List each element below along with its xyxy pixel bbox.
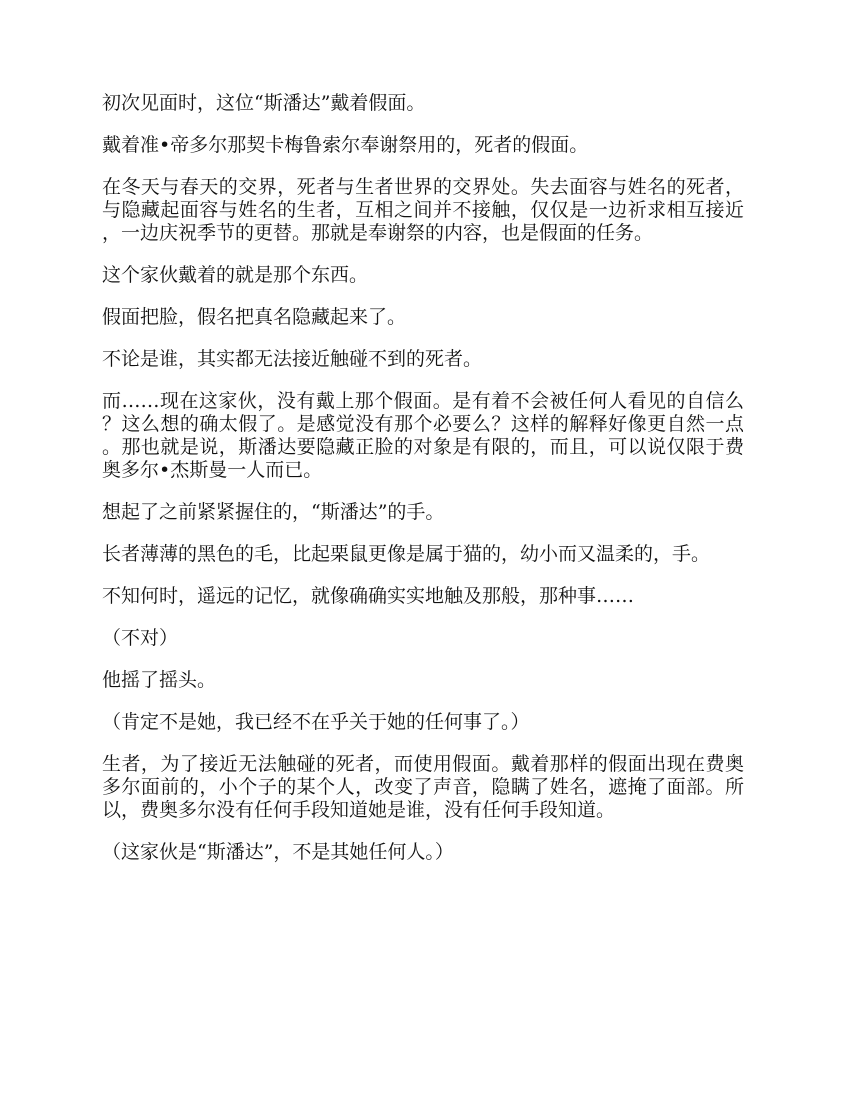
paragraph: 这个家伙戴着的就是那个东西。 xyxy=(102,264,369,286)
paragraph: 想起了之前紧紧握住的，“斯潘达”的手。 xyxy=(102,501,445,523)
paragraph: 不知何时，遥远的记忆，就像确确实实地触及那般，那种事…… xyxy=(102,585,635,607)
paragraph: 戴着准•帝多尔那契卡梅鲁索尔奉谢祭用的，死者的假面。 xyxy=(102,134,589,156)
paragraph: 不论是谁，其实都无法接近触碰不到的死者。 xyxy=(102,348,483,370)
paragraph: （不对） xyxy=(102,627,179,649)
paragraph: 初次见面时，这位“斯潘达”戴着假面。 xyxy=(102,92,426,114)
paragraph: 他摇了摇头。 xyxy=(102,669,217,691)
paragraph: 在冬天与春天的交界，死者与生者世界的交界处。失去面容与姓名的死者，与隐藏起面容与姓名的生者，互相之间并不接触，仅仅是一边祈求相互接近，一边庆祝季节的更替。那就是奉谢祭的内容，也是假面的任务。 xyxy=(102,176,744,244)
paragraph: 长者薄薄的黑色的毛，比起栗鼠更像是属于猫的，幼小而又温柔的，手。 xyxy=(102,543,711,565)
paragraph: 生者，为了接近无法触碰的死者，而使用假面。戴着那样的假面出现在费奥多尔面前的，小个子的某个人，改变了声音，隐瞒了姓名，遮掩了面部。所以，费奥多尔没有任何手段知道她是谁，没有任何手段知道。 xyxy=(102,753,744,821)
paragraph: 而……现在这家伙，没有戴上那个假面。是有着不会被任何人看见的自信么？这么想的确太假了。是感觉没有那个必要么？这样的解释好像更自然一点。那也就是说，斯潘达要隐藏正脸的对象是有限的，而且，可以说仅限于费奥多尔•杰斯曼一人而已。 xyxy=(102,390,744,481)
paragraph: （这家伙是“斯潘达”，不是其她任何人。） xyxy=(102,841,454,863)
document-page xyxy=(102,92,744,883)
paragraph: 假面把脸，假名把真名隐藏起来了。 xyxy=(102,306,407,328)
paragraph: （肯定不是她，我已经不在乎关于她的任何事了。） xyxy=(102,711,530,733)
